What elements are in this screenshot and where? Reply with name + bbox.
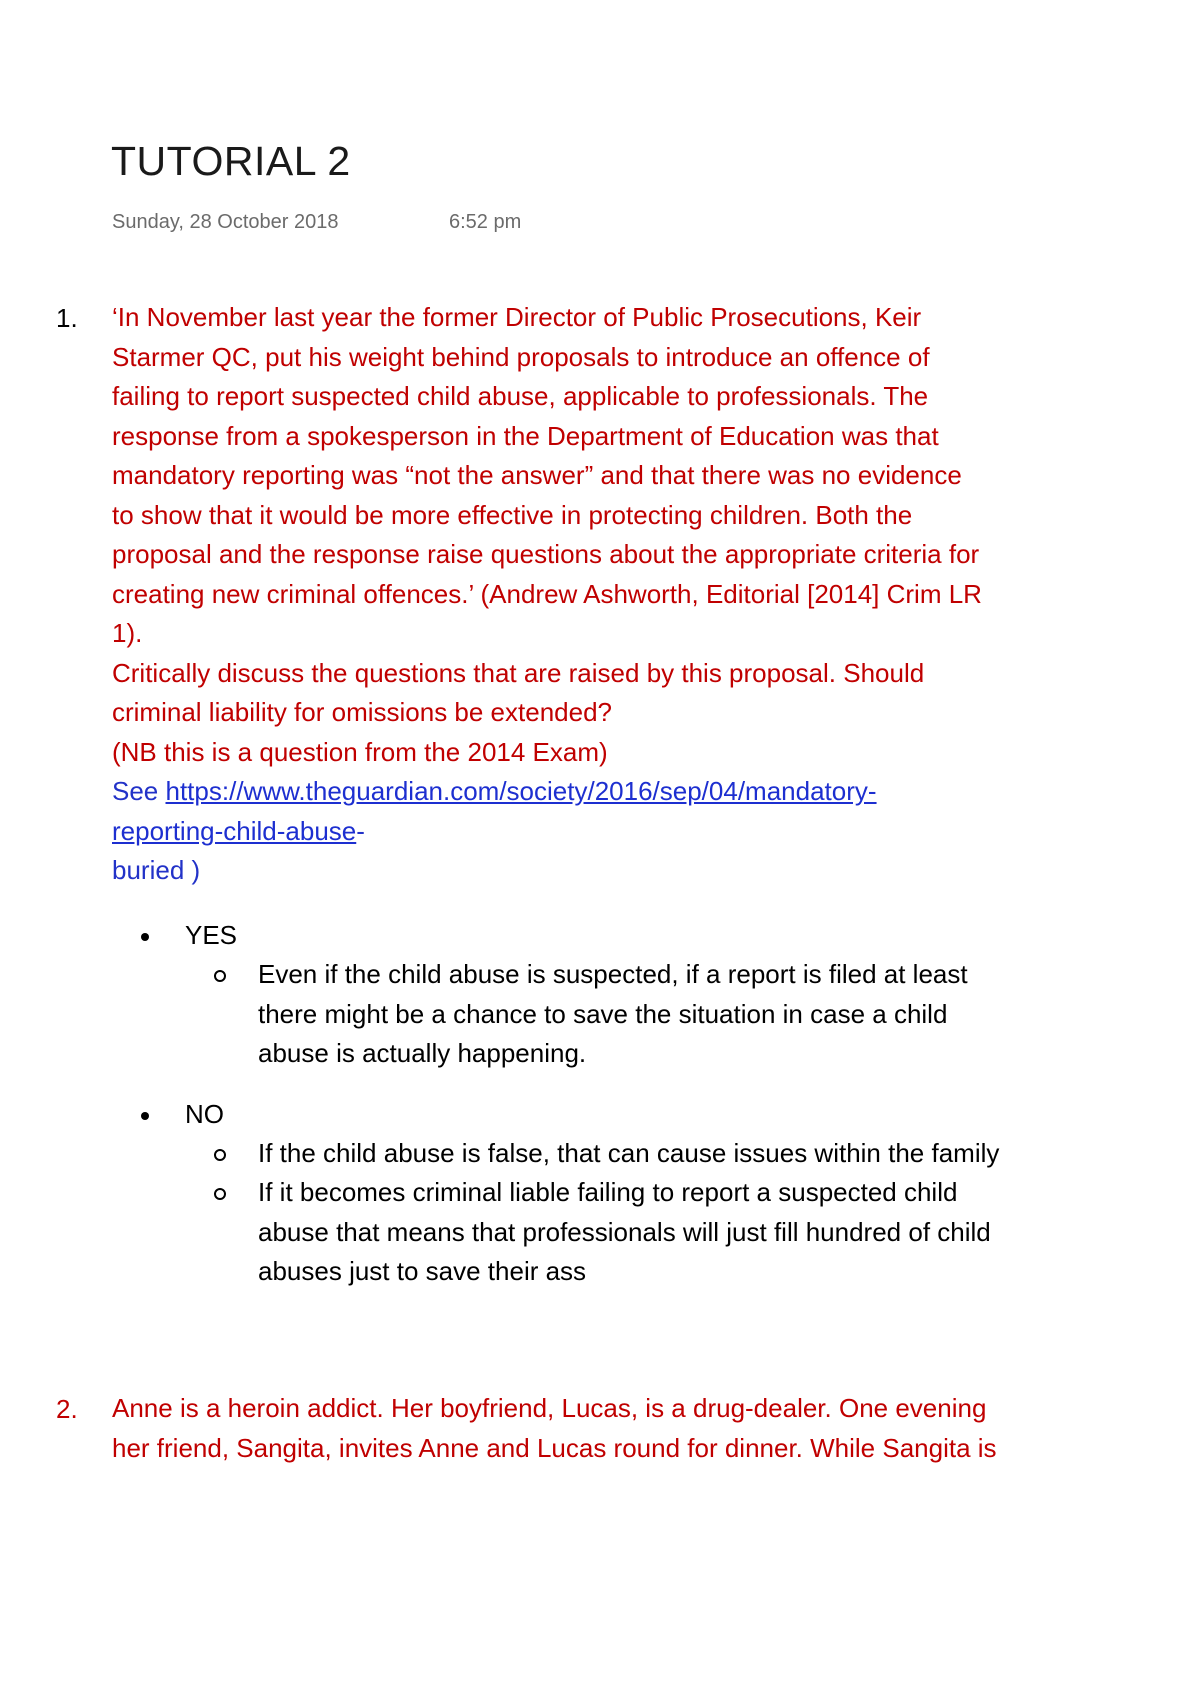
sub-bullet-icon — [214, 970, 226, 982]
question-1-line: mandatory reporting was “not the answer” and that there was no evidence — [112, 460, 962, 490]
point-line: If it becomes criminal liable failing to report a suspected child — [258, 1177, 958, 1207]
answer-yes-point-text — [258, 955, 1078, 1074]
sub-bullet-icon — [214, 1188, 226, 1200]
answer-no-label: NO — [185, 1099, 224, 1129]
bullet-icon — [141, 1112, 149, 1120]
answer-no-point-text — [258, 1134, 1078, 1174]
point-line: If the child abuse is false, that can cause issues within the family — [258, 1138, 1000, 1168]
close-paren: ) — [184, 855, 201, 885]
point-line: abuses just to save their ass — [258, 1256, 587, 1286]
question-1-line: Starmer QC, put his weight behind proposals to introduce an offence of — [112, 341, 930, 372]
link-dash: - — [356, 815, 365, 846]
question-1-line: criminal liability for omissions be extended? — [112, 697, 613, 727]
guardian-link-part-2[interactable]: reporting-child-abuse — [112, 815, 357, 846]
question-2-body — [112, 1389, 1122, 1468]
question-2-line: her friend, Sangita, invites Anne and Lucas round for dinner. While Sangita is — [112, 1432, 997, 1463]
point-line: abuse is actually happening. — [258, 1038, 587, 1068]
question-2-line: Anne is a heroin addict. Her boyfriend, Lucas, is a drug-dealer. One evening — [112, 1393, 987, 1423]
point-line: abuse that means that professionals will just fill hundred of child — [258, 1216, 991, 1247]
question-1-line: proposal and the response raise questions about the appropriate criteria for — [112, 539, 980, 569]
page-title: TUTORIAL 2 — [111, 138, 351, 184]
page-time: 6:52 pm — [449, 211, 522, 233]
see-label: See — [112, 776, 166, 806]
bullet-icon — [141, 933, 149, 941]
question-1-line: response from a spokesperson in the Department of Education was that — [112, 420, 939, 451]
point-line: there might be a chance to save the situation in case a child — [258, 998, 948, 1029]
sub-bullet-icon — [214, 1149, 226, 1161]
question-1-line: Critically discuss the questions that are raised by this proposal. Should — [112, 657, 925, 688]
guardian-link-part-1[interactable]: https://www.theguardian.com/society/2016/sep/04/mandatory- — [165, 776, 877, 806]
see-link-line-3 — [112, 851, 1122, 891]
question-1-line: to show that it would be more effective in protecting children. Both the — [112, 499, 913, 530]
question-1-body — [112, 298, 1122, 891]
question-1-line: (NB this is a question from the 2014 Exam) — [112, 736, 608, 767]
question-1-line: ‘In November last year the former Director of Public Prosecutions, Keir — [112, 302, 922, 332]
question-2-number: 2. — [56, 1394, 78, 1424]
see-link-line-2 — [112, 812, 1122, 852]
page-meta — [112, 208, 522, 236]
answer-no-point-text — [258, 1173, 1078, 1292]
question-1-line: 1). — [112, 618, 143, 648]
point-line: Even if the child abuse is suspected, if a report is filed at least — [258, 959, 968, 989]
see-link-line — [112, 772, 1122, 812]
question-1-line: creating new criminal offences.’ (Andrew Ashworth, Editorial [2014] Crim LR — [112, 578, 982, 609]
question-1-line: failing to report suspected child abuse, applicable to professionals. The — [112, 381, 929, 411]
question-1-number: 1. — [56, 303, 78, 333]
answer-yes-label: YES — [185, 920, 238, 950]
guardian-link-tail[interactable]: buried — [112, 855, 185, 885]
page-date: Sunday, 28 October 2018 — [112, 211, 339, 233]
